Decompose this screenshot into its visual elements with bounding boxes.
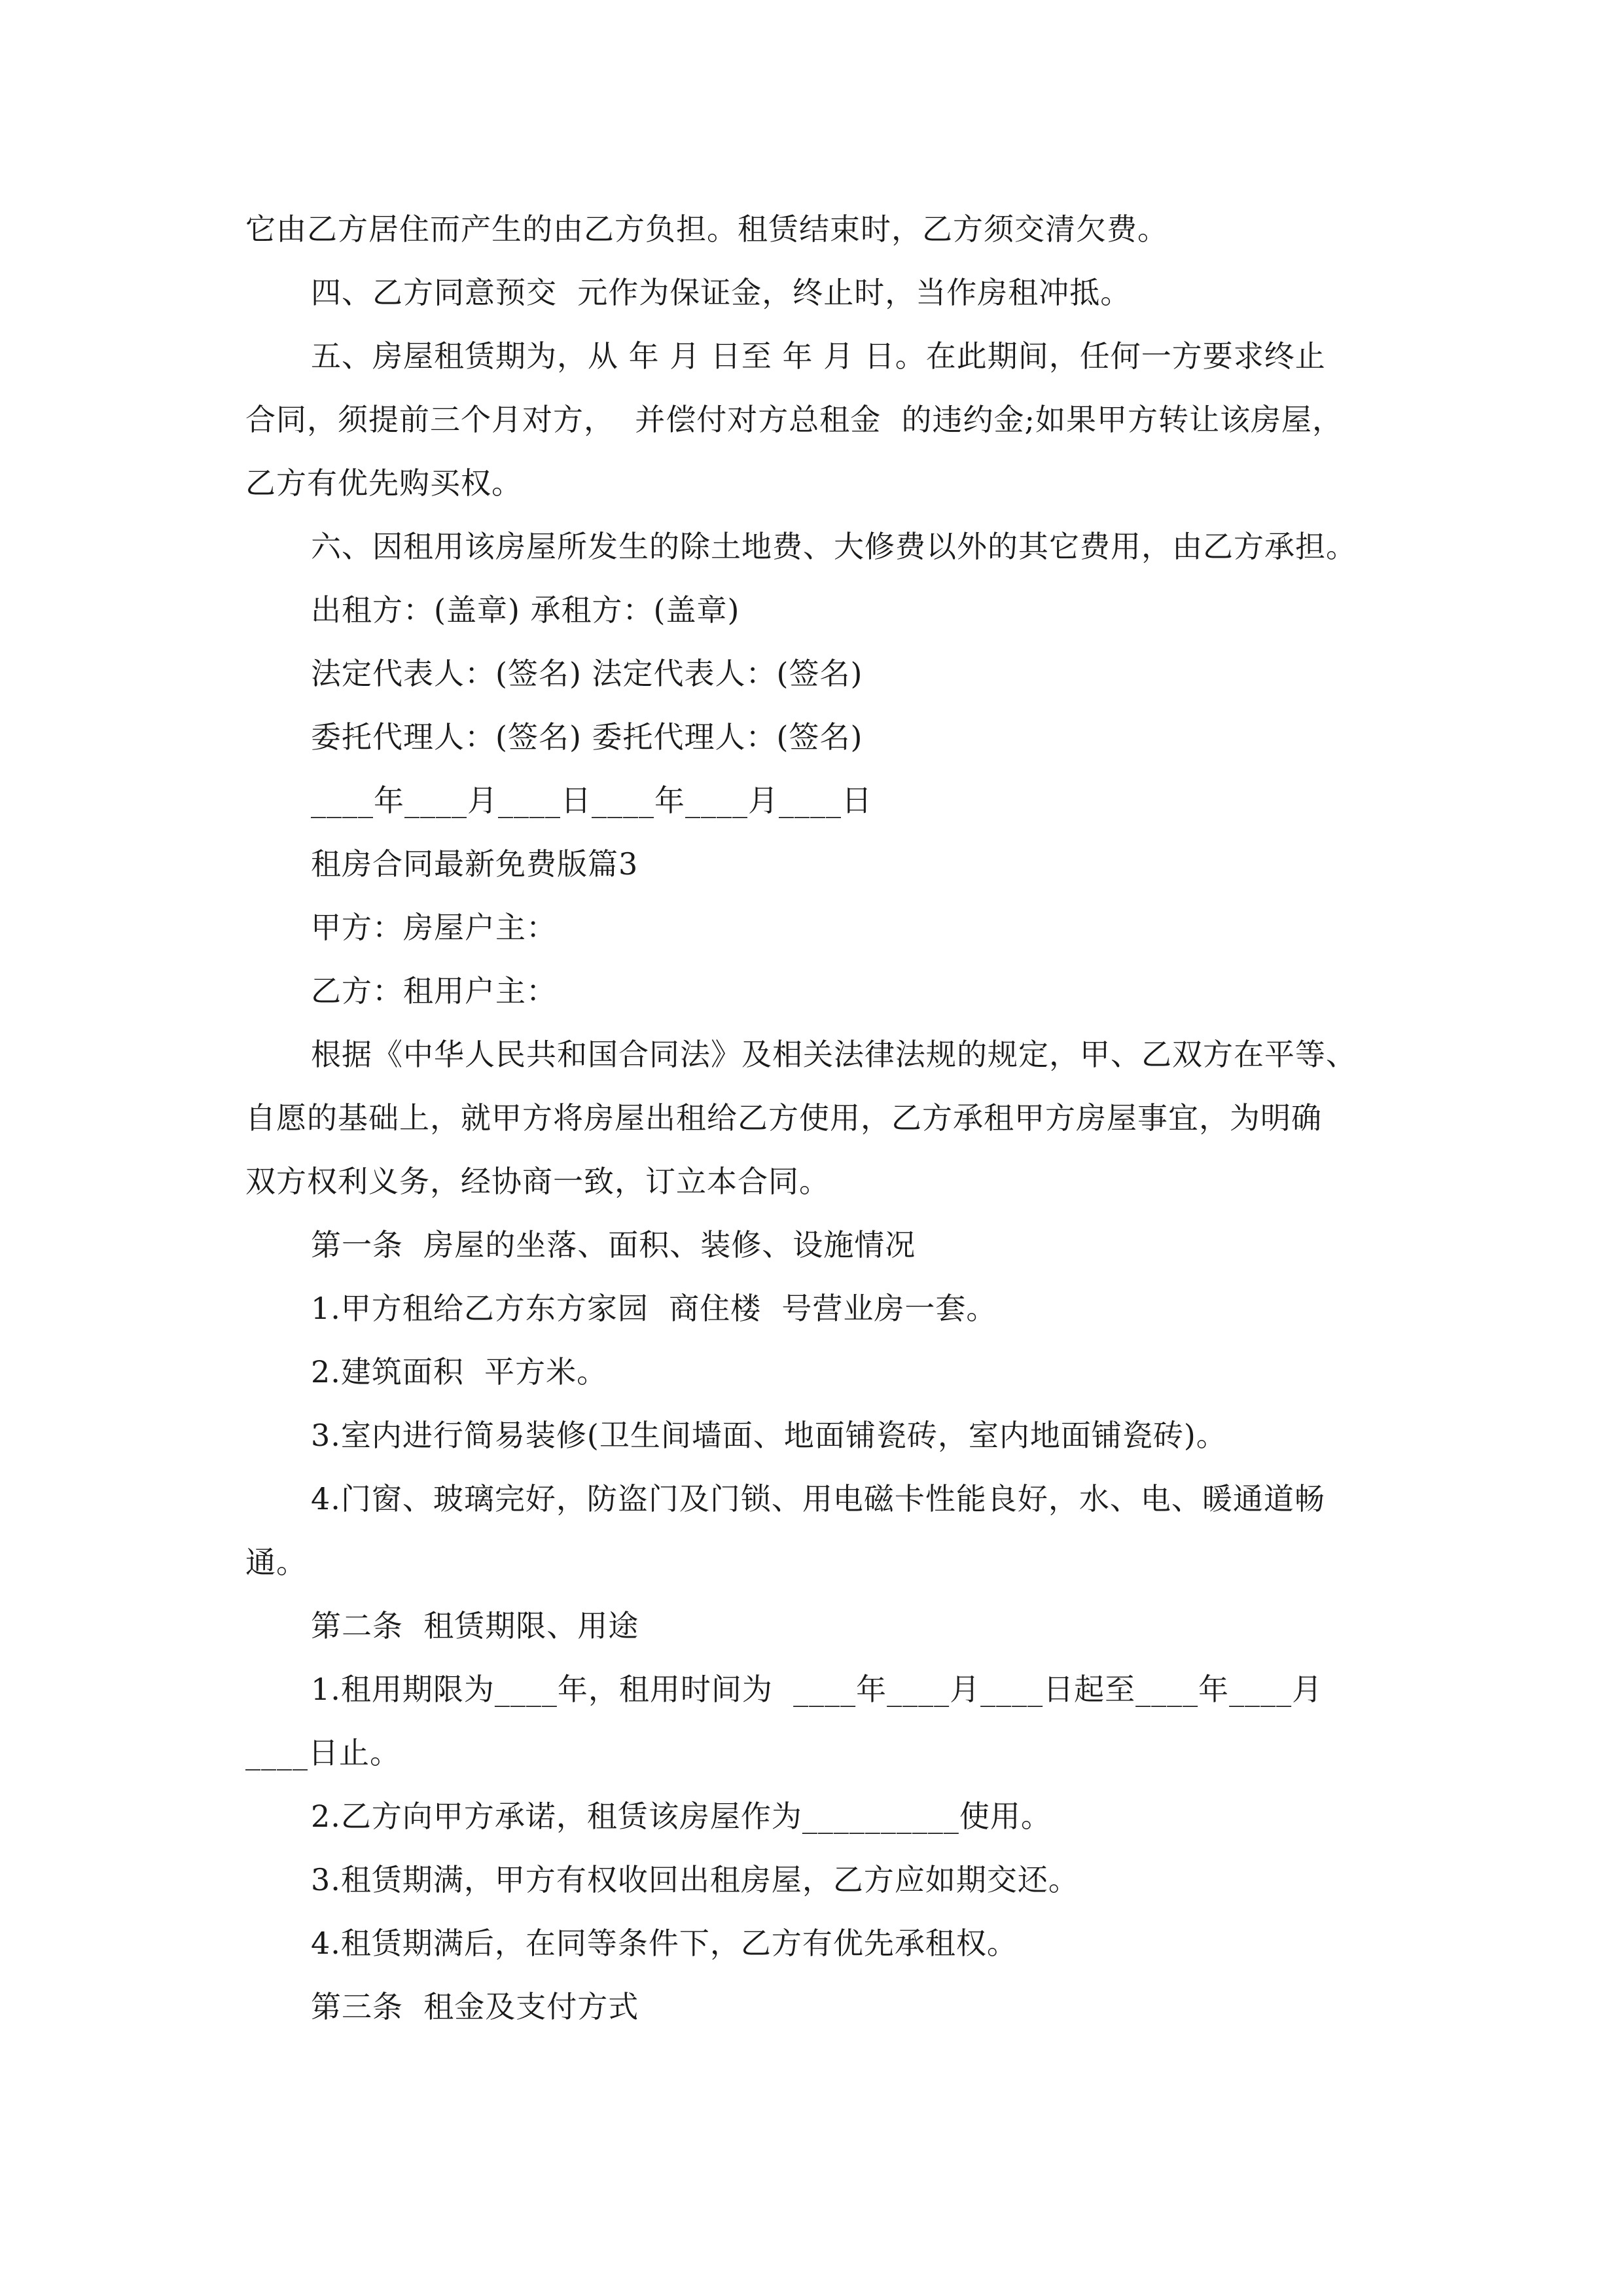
- article-heading: 第一条 房屋的坐落、面积、装修、设施情况: [311, 1227, 916, 1263]
- text-line: 双方权利义务，经协商一致，订立本合同。: [245, 1164, 830, 1199]
- text-line: ____年____月____日____年____月____日: [311, 783, 872, 818]
- text-line: 五、房屋租赁期为，从 年 月 日至 年 月 日。在此期间，任何一方要求终止: [311, 338, 1326, 374]
- text-line: 委托代理人：(签名) 委托代理人：(签名): [311, 719, 863, 755]
- text-line: 3.室内进行简易装修(卫生间墙面、地面铺瓷砖，室内地面铺瓷砖)。: [311, 1418, 1227, 1453]
- text-line: ____日止。: [245, 1735, 401, 1770]
- text-line: 乙方有优先购买权。: [245, 465, 522, 501]
- text-line: 2.乙方向甲方承诺，租赁该房屋作为__________使用。: [311, 1799, 1052, 1834]
- text-line: 4.租赁期满后，在同等条件下，乙方有优先承租权。: [311, 1926, 1018, 1961]
- text-line: 法定代表人：(签名) 法定代表人：(签名): [311, 656, 863, 691]
- text-line: 六、因租用该房屋所发生的除土地费、大修费以外的其它费用，由乙方承担。: [311, 529, 1357, 564]
- text-line: 自愿的基础上，就甲方将房屋出租给乙方使用，乙方承租甲方房屋事宜，为明确: [245, 1100, 1322, 1136]
- article-heading: 第二条 租赁期限、用途: [311, 1608, 639, 1643]
- text-line: 出租方：(盖章) 承租方：(盖章): [311, 592, 740, 628]
- text-line: 乙方：租用户主：: [311, 973, 557, 1009]
- text-line: 1.租用期限为____年，租用时间为 ____年____月____日起至____年____月: [311, 1672, 1323, 1707]
- section-heading: 租房合同最新免费版篇3: [311, 846, 639, 882]
- text-line: 它由乙方居住而产生的由乙方负担。租赁结束时，乙方须交清欠费。: [245, 211, 1168, 247]
- text-line: 3.租赁期满，甲方有权收回出租房屋，乙方应如期交还。: [311, 1862, 1079, 1897]
- text-line: 1.甲方租给乙方东方家园 商住楼 号营业房一套。: [311, 1291, 997, 1326]
- text-line: 四、乙方同意预交 元作为保证金，终止时，当作房租冲抵。: [311, 275, 1132, 310]
- text-line: 4.门窗、玻璃完好，防盗门及门锁、用电磁卡性能良好，水、电、暖通道畅: [311, 1481, 1325, 1516]
- text-line: 根据《中华人民共和国合同法》及相关法律法规的规定，甲、乙双方在平等、: [311, 1037, 1357, 1072]
- text-line: 2.建筑面积 平方米。: [311, 1354, 608, 1390]
- text-line: 通。: [245, 1545, 307, 1580]
- article-heading: 第三条 租金及支付方式: [311, 1989, 639, 2024]
- text-line: 合同，须提前三个月对方， 并偿付对方总租金 的违约金;如果甲方转让该房屋，: [245, 402, 1343, 437]
- text-line: 甲方：房屋户主：: [311, 910, 557, 945]
